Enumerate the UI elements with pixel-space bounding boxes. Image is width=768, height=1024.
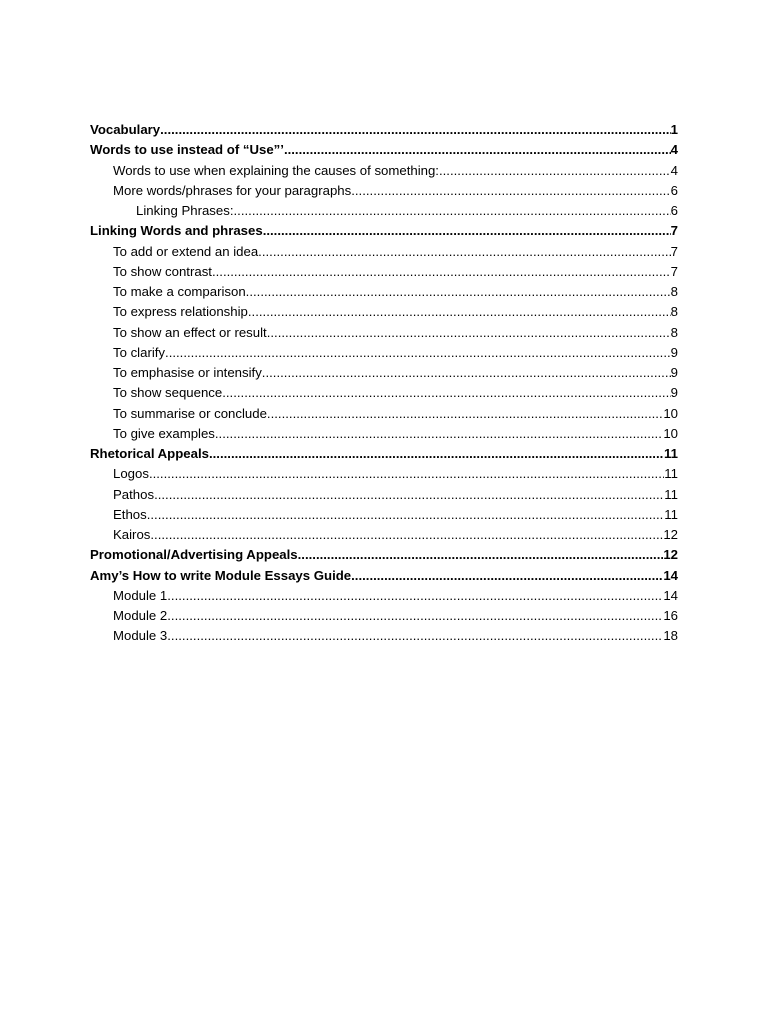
toc-entry[interactable] [90, 566, 678, 586]
toc-entry[interactable] [90, 161, 678, 181]
toc-entry-title: To clarify [113, 344, 166, 360]
toc-dot-leader [234, 201, 671, 221]
toc-dot-leader [154, 485, 664, 505]
toc-entry-title: Module 2 [113, 608, 168, 623]
toc-dot-leader [263, 221, 671, 241]
toc-entry-title: Promotional/Advertising Appeals [90, 547, 298, 563]
toc-page-number: 10 [663, 405, 678, 421]
toc-dot-leader [209, 444, 664, 464]
toc-entry[interactable] [90, 424, 678, 444]
toc-dot-leader [147, 505, 665, 525]
toc-entry-title: Module 1 [113, 587, 168, 603]
toc-dot-leader [165, 343, 671, 363]
toc-page-number: 14 [663, 567, 678, 583]
toc-dot-leader [351, 181, 670, 201]
toc-page-number: 11 [664, 466, 678, 482]
toc-entry[interactable] [90, 485, 678, 505]
toc-page-number: 8 [670, 324, 678, 340]
toc-entry[interactable] [90, 626, 678, 646]
toc-entry-title: Kairos [113, 527, 151, 542]
toc-entry-title: Linking Phrases: [136, 203, 234, 218]
toc-page-number: 1 [670, 122, 678, 137]
toc-entry[interactable] [90, 201, 678, 221]
toc-entry-title: To give examples [113, 425, 215, 441]
toc-page-number: 8 [670, 304, 678, 320]
toc-entry-title: To add or extend an idea [113, 243, 259, 259]
toc-page-number: 12 [663, 527, 678, 542]
toc-entry-title: Vocabulary [90, 122, 161, 137]
toc-page-number: 12 [663, 547, 678, 563]
toc-entry-title: To show contrast [113, 263, 212, 279]
toc-dot-leader [160, 120, 671, 140]
toc-entry-title: Linking Words and phrases [90, 223, 263, 239]
toc-entry[interactable] [90, 363, 678, 383]
toc-entry[interactable] [90, 464, 678, 484]
toc-dot-leader [246, 282, 671, 302]
toc-entry[interactable] [90, 525, 678, 545]
toc-entry[interactable] [90, 181, 678, 201]
toc-page-number: 7 [670, 243, 678, 259]
toc-page-number: 18 [663, 628, 678, 644]
toc-dot-leader [212, 262, 671, 282]
toc-dot-leader [267, 323, 671, 343]
toc-entry[interactable] [90, 545, 678, 565]
toc-entry[interactable] [90, 444, 678, 464]
toc-page-number: 6 [670, 182, 678, 198]
toc-dot-leader [167, 586, 663, 606]
toc-entry[interactable] [90, 242, 678, 262]
toc-dot-leader [167, 626, 663, 646]
toc-entry-title: Amy’s How to write Module Essays Guide [90, 567, 352, 583]
toc-dot-leader [248, 302, 671, 322]
toc-entry[interactable] [90, 282, 678, 302]
toc-dot-leader [222, 383, 670, 403]
toc-dot-leader [262, 363, 671, 383]
toc-dot-leader [258, 242, 670, 262]
toc-dot-leader [167, 606, 663, 626]
toc-page-number: 9 [670, 365, 678, 380]
toc-page-number: 4 [670, 142, 678, 158]
toc-entry[interactable] [90, 586, 678, 606]
toc-page-number: 10 [663, 425, 678, 441]
toc-entry-title: Module 3 [113, 628, 168, 644]
toc-page-number: 4 [670, 162, 678, 178]
toc-page-number: 9 [670, 385, 678, 401]
toc-page-number: 14 [663, 587, 678, 603]
table-of-contents [90, 120, 678, 647]
toc-dot-leader [351, 566, 663, 586]
toc-page-number: 6 [670, 203, 678, 218]
toc-entry[interactable] [90, 302, 678, 322]
toc-entry[interactable] [90, 262, 678, 282]
toc-entry[interactable] [90, 221, 678, 241]
toc-entry[interactable] [90, 383, 678, 403]
toc-dot-leader [298, 545, 664, 565]
toc-entry[interactable] [90, 606, 678, 626]
toc-entry-title: Ethos [113, 506, 147, 522]
toc-entry-title: Words to use when explaining the causes of something: [113, 162, 439, 178]
toc-page-number: 7 [670, 263, 678, 279]
toc-entry[interactable] [90, 343, 678, 363]
toc-entry[interactable] [90, 404, 678, 424]
toc-page-number: 9 [670, 344, 678, 360]
toc-entry-title: Rhetorical Appeals [90, 446, 209, 461]
toc-entry-title: To show an effect or result [113, 324, 267, 340]
toc-dot-leader [284, 140, 671, 160]
toc-dot-leader [267, 404, 663, 424]
toc-entry-title: Logos [113, 466, 149, 482]
toc-page-number: 11 [664, 506, 678, 522]
toc-dot-leader [439, 161, 671, 181]
toc-entry-title: More words/phrases for your paragraphs [113, 182, 352, 198]
toc-entry-title: To show sequence [113, 385, 223, 401]
toc-entry-title: Words to use instead of “Use”’ [90, 142, 284, 158]
toc-entry-title: Pathos [113, 486, 155, 502]
toc-entry[interactable] [90, 140, 678, 160]
toc-entry-title: To emphasise or intensify [113, 365, 262, 380]
toc-entry-title: To make a comparison [113, 284, 246, 299]
toc-entry[interactable] [90, 505, 678, 525]
toc-dot-leader [215, 424, 663, 444]
toc-page-number: 8 [670, 284, 678, 299]
toc-page-number: 16 [663, 608, 678, 623]
toc-page-number: 11 [664, 486, 678, 502]
toc-entry[interactable] [90, 120, 678, 140]
toc-entry-title: To express relationship [113, 304, 248, 320]
toc-page-number: 11 [664, 446, 678, 461]
toc-entry[interactable] [90, 323, 678, 343]
toc-page-number: 7 [670, 223, 678, 239]
toc-entry-title: To summarise or conclude [113, 405, 267, 421]
toc-dot-leader [150, 525, 663, 545]
toc-dot-leader [149, 464, 664, 484]
